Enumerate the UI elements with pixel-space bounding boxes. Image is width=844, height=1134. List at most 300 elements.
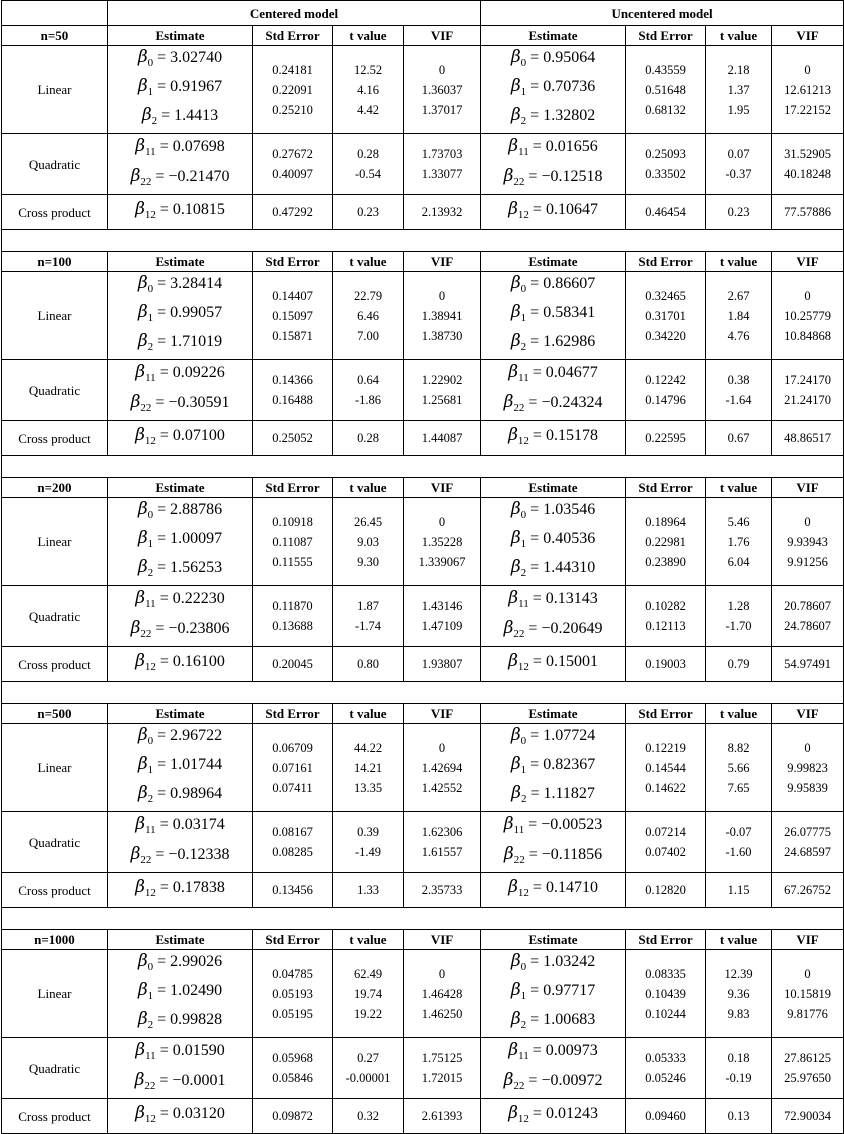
t-value-stack [706, 1106, 771, 1126]
std-error-value: 0.34220 [645, 328, 686, 343]
centered-t-value-cell [333, 950, 404, 1038]
uncentered-estimate-cell [481, 272, 626, 360]
uncentered-t-value-cell [706, 134, 772, 195]
centered-t-value-header: t value [333, 478, 404, 498]
centered-std-error-cell [253, 647, 333, 682]
vif-stack [404, 596, 480, 636]
block-header-row [2, 252, 844, 272]
uncentered-vif-header: VIF [772, 930, 844, 950]
t-value-value: -0.07 [725, 825, 752, 839]
t-value-value: -1.74 [354, 619, 382, 633]
quadratic-row [2, 812, 844, 873]
uncentered-estimate-cell [481, 873, 626, 908]
beta-symbol: $\beta_{22}$ [130, 618, 152, 640]
coefficient-value: = 0.07698 [159, 138, 225, 155]
coefficient-subscript: 11 [145, 1050, 156, 1062]
centered-vif-cell [404, 134, 481, 195]
t-value-value: -0.19 [725, 1071, 752, 1085]
vif-value: 9.91256 [787, 554, 828, 569]
beta-symbol: $\beta_2$ [137, 557, 154, 579]
t-value-value: -1.49 [354, 845, 382, 859]
vif-value: 10.15819 [784, 986, 831, 1001]
model-header-row [2, 1, 844, 26]
centered-vif-header: VIF [404, 252, 481, 272]
centered-estimate-cell [108, 498, 253, 586]
t-value-value: 4.42 [357, 102, 379, 117]
coefficient-subscript: 11 [145, 146, 156, 158]
cross-row [2, 873, 844, 908]
uncentered-vif-header: VIF [772, 478, 844, 498]
t-value-stack [333, 370, 403, 410]
coefficient-subscript: 1 [520, 86, 527, 98]
vif-value: 20.78607 [784, 599, 831, 613]
cross-row [2, 195, 844, 230]
vif-value: 1.44087 [421, 431, 463, 445]
beta-symbol: $\beta_{22}$ [130, 166, 152, 188]
vif-value: 24.78607 [784, 619, 831, 633]
coefficient-equation [135, 424, 225, 453]
coefficient-value: = −0.12518 [528, 168, 603, 185]
std-error-stack [626, 144, 705, 184]
coefficient-value: = 3.28414 [157, 275, 223, 292]
coefficient-subscript: 2 [147, 1019, 154, 1031]
vif-value: 40.18248 [784, 167, 831, 181]
coefficient-value: = 0.04677 [532, 364, 598, 381]
coefficient-equation [511, 556, 595, 585]
coefficient-subscript: 1 [147, 538, 154, 550]
vif-stack [404, 964, 480, 1024]
beta-symbol: $\beta_1$ [510, 302, 527, 324]
std-error-value: 0.05968 [272, 1051, 313, 1065]
centered-std-error-cell [253, 421, 333, 456]
std-error-value: 0.11087 [272, 534, 313, 549]
coefficient-value: = 0.95064 [530, 49, 596, 66]
std-error-value: 0.47292 [272, 205, 313, 219]
vif-value: 0 [438, 514, 446, 529]
std-error-value: 0.13688 [272, 619, 313, 633]
coefficient-value: = −0.00972 [528, 1072, 603, 1089]
centered-std-error-cell [253, 586, 333, 647]
coefficient-subscript: 0 [520, 961, 527, 973]
coefficient-subscript: 1 [147, 764, 154, 776]
t-value-value: 0.27 [357, 1051, 379, 1065]
centered-vif-cell [404, 586, 481, 647]
coefficient-equation [511, 724, 595, 753]
t-value-stack [333, 428, 403, 448]
vif-value: 9.93943 [787, 534, 828, 549]
t-value-value: 9.03 [357, 534, 379, 549]
t-value-value: -1.64 [725, 393, 752, 407]
beta-symbol: $\beta_{22}$ [503, 844, 525, 866]
uncentered-std-error-cell [626, 586, 706, 647]
t-value-value: -1.86 [354, 393, 382, 407]
std-error-value: 0.22091 [272, 82, 313, 97]
t-value-value: 1.33 [357, 883, 379, 897]
vif-value: 2.13932 [421, 205, 463, 219]
std-error-stack [253, 964, 332, 1024]
coefficient-equation [508, 424, 598, 453]
centered-t-value-header: t value [333, 252, 404, 272]
std-error-stack [626, 512, 705, 572]
std-error-stack [626, 654, 705, 674]
uncentered-t-value-cell [706, 360, 772, 421]
centered-estimate-cell [108, 195, 253, 230]
centered-estimate-cell [108, 421, 253, 456]
t-value-stack [333, 144, 403, 184]
uncentered-std-error-cell [626, 950, 706, 1038]
vif-stack [772, 202, 843, 222]
cross-row-label: Cross product [2, 421, 108, 456]
uncentered-vif-cell [772, 134, 844, 195]
t-value-stack [706, 144, 771, 184]
vif-value: 26.07775 [784, 825, 831, 839]
beta-symbol: $\beta_{12}$ [135, 650, 156, 673]
vif-value: 0 [438, 288, 446, 303]
vif-value: 0 [804, 62, 811, 77]
vif-stack [404, 822, 480, 862]
centered-std-error-header: Std Error [253, 930, 333, 950]
coefficient-equation [135, 360, 224, 390]
uncentered-std-error-cell [626, 134, 706, 195]
t-value-value: 2.18 [727, 62, 750, 77]
uncentered-t-value-cell [706, 195, 772, 230]
estimate-stack [108, 650, 252, 679]
coefficient-equation [508, 876, 598, 905]
vif-value: 1.93807 [421, 657, 463, 671]
vif-value: 1.35228 [421, 534, 463, 549]
std-error-value: 0.06709 [272, 740, 313, 755]
std-error-stack [253, 1106, 332, 1126]
coefficient-subscript: 1 [147, 86, 154, 98]
vif-stack [404, 512, 480, 572]
coefficient-equation [504, 842, 602, 872]
coefficient-equation [138, 724, 222, 753]
quadratic-row-label: Quadratic [2, 360, 108, 421]
coefficient-subscript: 2 [520, 115, 527, 127]
uncentered-t-value-cell [706, 647, 772, 682]
coefficient-value: = −0.11856 [528, 846, 603, 863]
vif-value: 9.99823 [787, 760, 828, 775]
vif-stack [404, 60, 480, 120]
vif-value: 1.36037 [421, 82, 463, 97]
coefficient-subscript: 2 [520, 1019, 527, 1031]
centered-estimate-header: Estimate [108, 704, 253, 724]
coefficient-equation [138, 46, 222, 75]
std-error-value: 0.05333 [645, 1051, 686, 1065]
coefficient-equation [508, 134, 597, 164]
std-error-value: 0.10282 [645, 599, 686, 613]
cross-row-label: Cross product [2, 195, 108, 230]
uncentered-std-error-cell [626, 812, 706, 873]
coefficient-value: = 1.00683 [530, 1011, 596, 1028]
centered-vif-header: VIF [404, 26, 481, 46]
estimate-stack [481, 272, 625, 359]
uncentered-estimate-header: Estimate [481, 478, 626, 498]
vif-stack [404, 370, 480, 410]
linear-row [2, 498, 844, 586]
centered-t-value-cell [333, 360, 404, 421]
std-error-value: 0.51648 [645, 82, 686, 97]
vif-value: 1.339067 [418, 554, 466, 569]
linear-row-label: Linear [2, 950, 108, 1038]
estimate-stack [108, 724, 252, 811]
vif-value: 67.26752 [784, 883, 831, 897]
coefficient-subscript: 12 [517, 886, 529, 899]
estimate-stack [481, 46, 625, 133]
coefficient-subscript: 12 [144, 1112, 156, 1125]
t-value-stack [706, 654, 771, 674]
centered-t-value-cell [333, 873, 404, 908]
coefficient-subscript: 0 [147, 509, 154, 521]
coefficient-subscript: 22 [513, 176, 525, 188]
coefficient-value: = 0.03120 [159, 1104, 225, 1122]
coefficient-value: = 1.07724 [530, 727, 596, 744]
uncentered-t-value-cell [706, 46, 772, 134]
coefficient-value: = 3.02740 [157, 49, 223, 66]
coefficient-value: = 1.44310 [530, 559, 596, 576]
vif-value: 1.33077 [421, 167, 463, 181]
coefficient-equation [508, 360, 597, 390]
coefficient-value: = 0.58341 [530, 304, 596, 321]
beta-symbol: $\beta_{11}$ [135, 1040, 156, 1062]
coefficient-equation [511, 1008, 595, 1037]
coefficient-value: = 1.62986 [530, 333, 596, 350]
coefficient-equation [504, 812, 602, 842]
centered-estimate-cell [108, 647, 253, 682]
beta-symbol: $\beta_{12}$ [508, 424, 529, 447]
vif-value: 0 [438, 966, 446, 981]
vif-value: 24.68597 [784, 845, 831, 859]
coefficient-value: = 0.82367 [530, 756, 596, 773]
std-error-value: 0.46454 [645, 205, 686, 219]
uncentered-std-error-cell [626, 1099, 706, 1134]
centered-std-error-cell [253, 1099, 333, 1134]
coefficient-subscript: 11 [145, 372, 156, 384]
estimate-stack [108, 360, 252, 420]
beta-symbol: $\beta_0$ [510, 47, 527, 69]
centered-t-value-cell [333, 647, 404, 682]
t-value-value: 62.49 [353, 966, 383, 981]
cross-row-label: Cross product [2, 873, 108, 908]
coefficient-value: = 0.10815 [159, 200, 225, 218]
centered-std-error-cell [253, 134, 333, 195]
uncentered-estimate-header: Estimate [481, 930, 626, 950]
coefficient-value: = −0.0001 [159, 1072, 226, 1089]
vif-value: 9.81776 [787, 1006, 828, 1021]
std-error-stack [253, 822, 332, 862]
coefficient-value: = 0.98964 [157, 785, 223, 802]
beta-symbol: $\beta_{12}$ [508, 198, 529, 221]
std-error-stack [626, 1048, 705, 1088]
t-value-stack [706, 286, 771, 346]
beta-symbol: $\beta_0$ [137, 951, 154, 973]
vif-stack [772, 512, 843, 572]
centered-estimate-header: Estimate [108, 478, 253, 498]
uncentered-t-value-cell [706, 586, 772, 647]
uncentered-vif-cell [772, 812, 844, 873]
centered-estimate-cell [108, 360, 253, 421]
beta-symbol: $\beta_0$ [510, 951, 527, 973]
centered-std-error-cell [253, 46, 333, 134]
centered-t-value-cell [333, 272, 404, 360]
coefficient-subscript: 22 [513, 402, 525, 414]
uncentered-t-value-header: t value [706, 478, 772, 498]
std-error-value: 0.08167 [272, 825, 313, 839]
estimate-stack [481, 812, 625, 872]
std-error-value: 0.22595 [645, 431, 686, 445]
vif-value: 1.22902 [421, 373, 463, 387]
coefficient-subscript: 12 [517, 208, 529, 221]
centered-std-error-cell [253, 195, 333, 230]
std-error-value: 0.14544 [645, 760, 686, 775]
coefficient-subscript: 2 [147, 341, 154, 353]
coefficient-value: = 0.40536 [530, 530, 596, 547]
uncentered-std-error-header: Std Error [626, 704, 706, 724]
coefficient-equation [508, 1102, 598, 1131]
centered-std-error-cell [253, 873, 333, 908]
coefficient-subscript: 22 [513, 628, 525, 640]
std-error-value: 0.23890 [645, 554, 686, 569]
vif-stack [404, 428, 480, 448]
coefficient-value: = 1.03242 [530, 953, 596, 970]
beta-symbol: $\beta_0$ [510, 499, 527, 521]
centered-t-value-header: t value [333, 930, 404, 950]
std-error-stack [626, 1106, 705, 1126]
vif-stack [772, 964, 843, 1024]
coefficient-value: = −0.00523 [528, 816, 603, 833]
vif-value: 0 [804, 514, 811, 529]
coefficient-equation [135, 586, 224, 616]
uncentered-t-value-cell [706, 950, 772, 1038]
t-value-value: 0.39 [357, 825, 379, 839]
vif-stack [404, 654, 480, 674]
t-value-value: 6.04 [727, 554, 750, 569]
beta-symbol: $\beta_1$ [510, 76, 527, 98]
std-error-value: 0.12820 [645, 883, 686, 897]
spacer-cell [2, 456, 844, 478]
coefficient-equation [511, 979, 595, 1008]
centered-estimate-cell [108, 950, 253, 1038]
coefficient-equation [138, 782, 222, 811]
coefficient-subscript: 12 [144, 660, 156, 673]
centered-t-value-cell [333, 421, 404, 456]
uncentered-vif-header: VIF [772, 252, 844, 272]
quadratic-row-label: Quadratic [2, 586, 108, 647]
std-error-stack [626, 60, 705, 120]
t-value-value: 2.67 [727, 288, 750, 303]
std-error-stack [626, 596, 705, 636]
vif-stack [772, 1048, 843, 1088]
vif-value: 1.42552 [421, 780, 463, 795]
centered-t-value-header: t value [333, 26, 404, 46]
coefficient-subscript: 2 [520, 341, 527, 353]
estimate-stack [108, 1102, 252, 1131]
vif-value: 27.86125 [784, 1051, 831, 1065]
estimate-stack [481, 650, 625, 679]
coefficient-subscript: 22 [513, 1080, 525, 1092]
centered-estimate-header: Estimate [108, 26, 253, 46]
centered-estimate-header: Estimate [108, 930, 253, 950]
beta-symbol: $\beta_0$ [137, 499, 154, 521]
uncentered-vif-cell [772, 421, 844, 456]
uncentered-estimate-cell [481, 498, 626, 586]
sample-size-label: n=50 [2, 26, 108, 46]
coefficient-equation [508, 650, 598, 679]
table-body [2, 1, 844, 1134]
beta-symbol: $\beta_2$ [510, 105, 527, 127]
std-error-value: 0.11870 [272, 599, 313, 613]
uncentered-t-value-cell [706, 498, 772, 586]
std-error-stack [253, 596, 332, 636]
t-value-value: 7.65 [727, 780, 750, 795]
coefficient-value: = 0.97717 [530, 982, 596, 999]
std-error-stack [253, 60, 332, 120]
std-error-value: 0.22981 [645, 534, 686, 549]
uncentered-t-value-cell [706, 421, 772, 456]
beta-symbol: $\beta_{22}$ [130, 844, 152, 866]
beta-symbol: $\beta_0$ [137, 273, 154, 295]
std-error-value: 0.14366 [272, 373, 313, 387]
centered-std-error-header: Std Error [253, 704, 333, 724]
block-spacer-row [2, 456, 844, 478]
t-value-stack [333, 286, 403, 346]
uncentered-estimate-header: Estimate [481, 704, 626, 724]
quadratic-row-label: Quadratic [2, 812, 108, 873]
coefficient-equation [135, 812, 224, 842]
t-value-stack [706, 880, 771, 900]
vif-value: 1.47109 [421, 619, 463, 633]
linear-row-label: Linear [2, 272, 108, 360]
uncentered-std-error-cell [626, 724, 706, 812]
t-value-stack [706, 60, 771, 120]
coefficient-subscript: 12 [517, 434, 529, 447]
coefficient-equation [142, 104, 218, 133]
coefficient-subscript: 11 [513, 824, 525, 836]
vif-value: 1.25681 [421, 393, 463, 407]
coefficient-equation [511, 330, 595, 359]
vif-stack [772, 60, 843, 120]
t-value-stack [706, 738, 771, 798]
coefficient-subscript: 22 [140, 176, 152, 188]
coefficient-subscript: 12 [144, 208, 156, 221]
linear-row [2, 950, 844, 1038]
uncentered-t-value-cell [706, 1099, 772, 1134]
uncentered-std-error-header: Std Error [626, 26, 706, 46]
estimate-stack [481, 198, 625, 227]
centered-vif-cell [404, 46, 481, 134]
vif-value: 77.57886 [784, 205, 831, 219]
t-value-stack [706, 1048, 771, 1088]
beta-symbol: $\beta_2$ [510, 1009, 527, 1031]
coefficient-subscript: 1 [520, 990, 527, 1002]
vif-stack [772, 654, 843, 674]
centered-estimate-cell [108, 586, 253, 647]
quadratic-row-label: Quadratic [2, 134, 108, 195]
uncentered-std-error-header: Std Error [626, 478, 706, 498]
std-error-value: 0.08285 [272, 845, 313, 859]
t-value-value: 1.37 [727, 82, 750, 97]
coefficient-subscript: 0 [520, 283, 527, 295]
uncentered-vif-cell [772, 1038, 844, 1099]
t-value-value: 0.13 [727, 1109, 750, 1123]
centered-vif-cell [404, 1099, 481, 1134]
beta-symbol: $\beta_2$ [137, 1009, 154, 1031]
centered-t-value-cell [333, 1099, 404, 1134]
std-error-stack [626, 202, 705, 222]
quadratic-row [2, 360, 844, 421]
beta-symbol: $\beta_1$ [137, 302, 154, 324]
std-error-value: 0.27672 [272, 147, 313, 161]
